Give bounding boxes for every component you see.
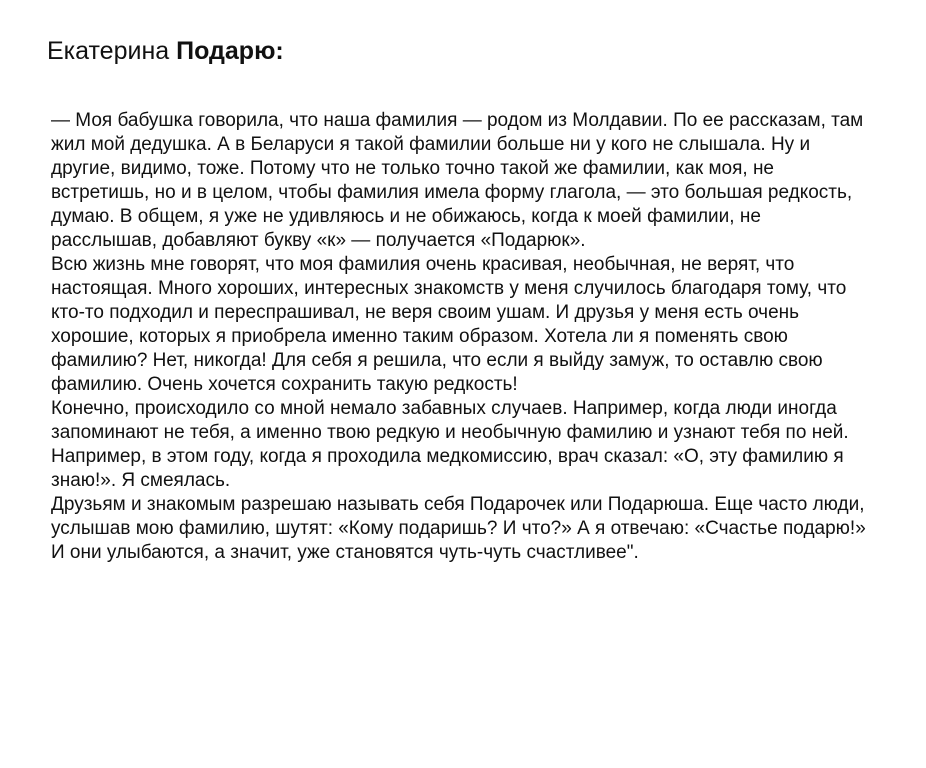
title-first-name: Екатерина xyxy=(47,37,170,65)
paragraph-1: — Моя бабушка говорила, что наша фамилия — родом из Молдавии. По ее рассказам, там жил мой дедушка. А в Беларуси я такой фамилии больше ни у кого не слышала. Ну и другие, видимо, тоже. Потому что не только точно такой же фамилии, как моя, не встретишь, но и в целом, чтобы фамилия имела форму глагола, — это большая редкость, думаю. В общем, я уже не удивляюсь и не обижаюсь, когда к моей фамилии, не расслышав, добавляют букву «к» — получается «Подарюк». xyxy=(51,110,864,251)
page-title xyxy=(47,34,284,68)
article-body xyxy=(51,109,871,565)
paragraph-3: Конечно, происходило со мной немало забавных случаев. Например, когда люди иногда запоминают не тебя, а именно твою редкую и необычную фамилию и узнают тебя по ней. Например, в этом году, когда я проходила медкомиссию, врач сказал: «О, эту фамилию я знаю!». Я смеялась. xyxy=(51,398,849,491)
title-surname: Подарю: xyxy=(176,37,284,65)
paragraph-2: Всю жизнь мне говорят, что моя фамилия очень красивая, необычная, не верят, что настоящая. Много хороших, интересных знакомств у меня случилось благодаря тому, что кто-то подходил и переспрашивал, не веря своим ушам. И друзья у меня есть очень хорошие, которых я приобрела именно таким образом. Хотела ли я поменять свою фамилию? Нет, никогда! Для себя я решила, что если я выйду замуж, то оставлю свою фамилию. Очень хочется сохранить такую редкость! xyxy=(51,254,847,395)
paragraph-4: Друзьям и знакомым разрешаю называть себя Подарочек или Подарюша. Еще часто люди, услышав мою фамилию, шутят: «Кому подаришь? И что?» А я отвечаю: «Счастье подарю!» И они улыбаются, а значит, уже становятся чуть-чуть счастливее". xyxy=(51,494,866,563)
